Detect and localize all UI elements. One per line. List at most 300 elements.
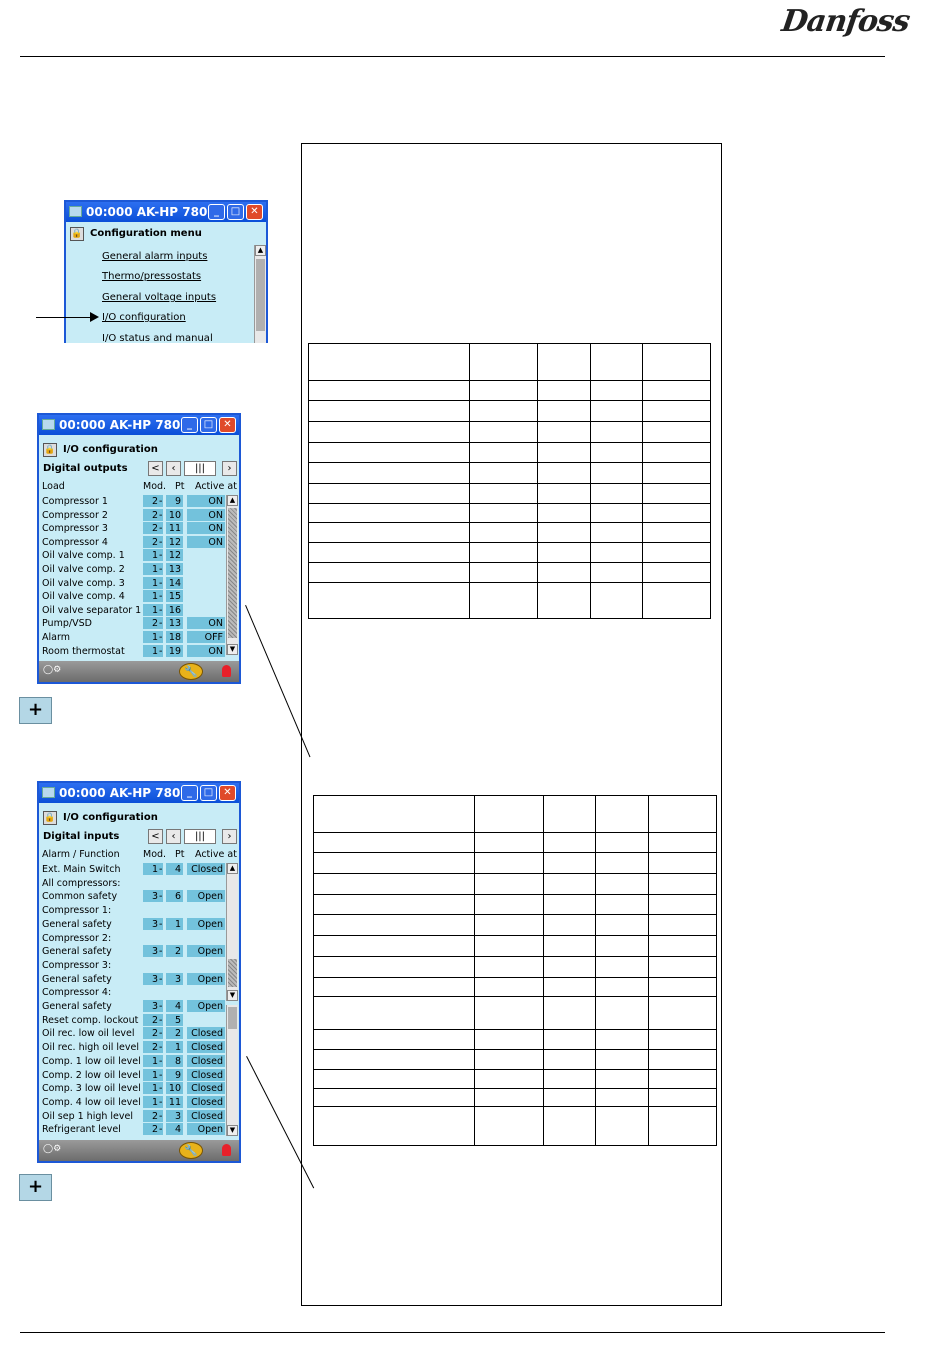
active-at-field[interactable]: Closed <box>187 1110 225 1122</box>
module-field[interactable]: 1 <box>143 1055 163 1067</box>
grid-cell <box>538 563 591 583</box>
grid-row <box>314 895 717 915</box>
grid-cell <box>591 422 643 443</box>
grid-cell <box>475 1107 543 1146</box>
row-name: Comp. 4 low oil level <box>42 1096 141 1108</box>
grid-row <box>314 1070 717 1089</box>
grid-cell <box>475 895 543 915</box>
grid-cell <box>643 484 711 504</box>
prev-page-button[interactable]: ‹ <box>166 829 181 844</box>
active-at-field[interactable]: Closed <box>187 1082 225 1094</box>
scroll-thumb[interactable] <box>228 1007 237 1029</box>
point-field[interactable]: 12 <box>166 549 183 561</box>
next-page-plus-button[interactable]: + <box>19 697 52 724</box>
scrollbar-upper[interactable] <box>226 863 238 1001</box>
grid-row <box>314 1050 717 1070</box>
grid-cell <box>648 833 716 853</box>
table-row[interactable] <box>42 1123 232 1136</box>
table-row[interactable] <box>42 863 232 876</box>
table-row[interactable] <box>42 522 232 535</box>
module-field[interactable]: 2 <box>143 536 163 548</box>
table-row[interactable] <box>42 563 232 576</box>
scroll-up-icon[interactable]: ▲ <box>227 863 238 874</box>
menu-item-thermo-pressostats[interactable]: Thermo/pressostats <box>102 271 202 282</box>
next-page-button[interactable]: › <box>222 461 237 476</box>
grid-row <box>314 957 717 978</box>
grid-cell <box>470 583 538 619</box>
module-field[interactable]: 1 <box>143 863 163 875</box>
first-page-button[interactable]: < <box>148 461 163 476</box>
table-row[interactable] <box>42 1096 232 1109</box>
row-name: Common safety <box>42 891 118 903</box>
close-button[interactable]: ✕ <box>219 417 236 433</box>
point-field[interactable]: 16 <box>166 604 183 616</box>
grid-cell <box>309 401 470 422</box>
active-at-field[interactable]: ON <box>187 536 225 548</box>
grid-row <box>314 997 717 1030</box>
table-row[interactable] <box>42 904 232 917</box>
active-at-field[interactable]: Open <box>187 890 225 902</box>
module-field[interactable]: 2 <box>143 1027 163 1039</box>
row-name: Compressor 3: <box>42 959 112 971</box>
grid-cell <box>643 401 711 422</box>
module-field[interactable]: 3 <box>143 1000 163 1012</box>
row-name: Oil valve comp. 2 <box>42 564 125 575</box>
scrollbar[interactable] <box>254 245 266 343</box>
separator: - <box>159 864 163 875</box>
separator: - <box>159 1069 163 1081</box>
grid-cell <box>470 381 538 401</box>
module-field[interactable]: 3 <box>143 945 163 957</box>
scrollbar-lower[interactable] <box>226 1005 238 1136</box>
separator: - <box>159 1110 163 1122</box>
point-field[interactable]: 1 <box>166 918 183 930</box>
grid-cell <box>643 422 711 443</box>
close-button[interactable]: ✕ <box>246 204 263 220</box>
header-label: I/O configuration <box>63 812 158 823</box>
grid-cell <box>591 543 643 563</box>
row-name: Compressor 2 <box>42 509 108 521</box>
row-name: General safety <box>42 973 112 985</box>
grid-cell <box>648 997 716 1030</box>
point-field[interactable]: 13 <box>166 617 183 629</box>
scroll-track[interactable] <box>228 508 237 638</box>
grid-cell <box>648 1050 716 1070</box>
point-field[interactable]: 12 <box>166 536 183 548</box>
screen-header <box>43 442 158 458</box>
row-name: Oil rec. low oil level <box>42 1028 135 1040</box>
separator: - <box>159 1124 163 1136</box>
grid-cell <box>595 853 648 874</box>
digital-inputs-window <box>37 781 241 1163</box>
active-at-field[interactable]: Closed <box>187 1027 225 1039</box>
module-field[interactable]: 1 <box>143 645 163 657</box>
grid-cell <box>475 853 543 874</box>
grid-cell <box>595 1089 648 1107</box>
scroll-up-icon[interactable]: ▲ <box>227 495 238 506</box>
grid-cell <box>309 563 470 583</box>
grid-cell <box>643 543 711 563</box>
point-field[interactable]: 15 <box>166 590 183 602</box>
point-field[interactable]: 4 <box>166 1123 183 1135</box>
module-field[interactable]: 3 <box>143 918 163 930</box>
active-at-field[interactable]: ON <box>187 495 225 507</box>
active-at-field[interactable]: Closed <box>187 1041 225 1053</box>
grid-cell <box>643 381 711 401</box>
grid-cell <box>309 463 470 484</box>
grid-row <box>314 936 717 957</box>
scroll-thumb[interactable] <box>256 259 265 331</box>
row-name: Oil sep 1 high level <box>42 1110 134 1122</box>
active-at-field[interactable]: Open <box>187 918 225 930</box>
module-field[interactable]: 2 <box>143 509 163 521</box>
grid-cell <box>643 583 711 619</box>
active-at-field[interactable]: Closed <box>187 863 225 875</box>
table-row[interactable] <box>42 1082 232 1095</box>
separator: - <box>159 604 163 616</box>
separator: - <box>159 891 163 903</box>
lock-icon[interactable]: 🔒 <box>44 813 56 823</box>
maximize-button[interactable]: □ <box>227 204 244 220</box>
app-icon <box>69 206 82 217</box>
separator: - <box>159 1083 163 1095</box>
separator: - <box>159 618 163 630</box>
grid-row <box>309 523 711 543</box>
active-at-field[interactable]: Closed <box>187 1069 225 1081</box>
active-at-field[interactable]: Closed <box>187 1055 225 1067</box>
point-field[interactable]: 10 <box>166 509 183 521</box>
grid-cell <box>595 997 648 1030</box>
separator: - <box>159 1055 163 1067</box>
section-title: Digital outputs <box>43 463 128 474</box>
table-row[interactable] <box>42 1110 232 1123</box>
next-page-button[interactable]: › <box>222 829 237 844</box>
grid-cell <box>314 1050 475 1070</box>
status-bar <box>39 1140 239 1161</box>
grid-cell <box>470 443 538 463</box>
network-icon[interactable]: ◯⚙ <box>43 665 62 675</box>
module-field[interactable]: 3 <box>143 890 163 902</box>
grid-cell <box>309 484 470 504</box>
module-field[interactable]: 1 <box>143 590 163 602</box>
point-field[interactable]: 11 <box>166 522 183 534</box>
table-row[interactable] <box>42 590 232 603</box>
grid-cell <box>475 957 543 978</box>
point-field[interactable]: 19 <box>166 645 183 657</box>
grid-cell <box>591 504 643 523</box>
app-icon <box>42 419 55 430</box>
row-name: Pump/VSD <box>42 618 92 630</box>
table-row[interactable] <box>42 536 232 549</box>
table-row[interactable] <box>42 604 232 617</box>
scroll-down-icon[interactable]: ▼ <box>227 990 238 1001</box>
table-row[interactable] <box>42 973 232 986</box>
scroll-down-icon[interactable]: ▼ <box>227 1125 238 1136</box>
grid-cell <box>595 833 648 853</box>
grid-cell <box>538 344 591 381</box>
point-field[interactable]: 6 <box>166 890 183 902</box>
grid-cell <box>595 978 648 997</box>
module-field[interactable]: 1 <box>143 563 163 575</box>
grid-cell <box>538 484 591 504</box>
active-at-field[interactable]: Open <box>187 1123 225 1135</box>
table-row[interactable] <box>42 1000 232 1013</box>
grid-cell <box>314 936 475 957</box>
point-field[interactable]: 8 <box>166 1055 183 1067</box>
row-name: Compressor 4: <box>42 987 112 999</box>
window-title: 00:000 AK-HP 780 <box>59 786 181 800</box>
point-field[interactable]: 9 <box>166 495 183 507</box>
table-row[interactable] <box>42 509 232 522</box>
alarm-bell-icon[interactable] <box>222 1144 231 1156</box>
pointer-arrowhead-icon <box>90 312 99 322</box>
module-field[interactable]: 2 <box>143 1110 163 1122</box>
grid-cell <box>648 1030 716 1050</box>
module-field[interactable]: 1 <box>143 1069 163 1081</box>
grid-cell <box>470 563 538 583</box>
col-header-function: Alarm / Function <box>42 849 120 860</box>
table-row[interactable] <box>42 549 232 562</box>
grid-cell <box>595 874 648 895</box>
point-field[interactable]: 4 <box>166 1000 183 1012</box>
footer-rule <box>20 1332 885 1333</box>
minimize-button[interactable]: _ <box>181 785 198 801</box>
minimize-button[interactable]: _ <box>181 417 198 433</box>
point-field[interactable]: 1 <box>166 1041 183 1053</box>
grid-row <box>309 381 711 401</box>
lock-icon[interactable]: 🔒 <box>44 445 56 455</box>
table-row[interactable] <box>42 986 232 999</box>
point-field[interactable]: 5 <box>166 1014 183 1026</box>
row-name: Compressor 1 <box>42 496 108 507</box>
grid-cell <box>543 915 595 936</box>
table-row[interactable] <box>42 1041 232 1054</box>
table-row[interactable] <box>42 1014 232 1027</box>
title-bar <box>66 202 266 222</box>
table-row[interactable] <box>42 877 232 890</box>
network-icon[interactable]: ◯⚙ <box>43 1144 62 1154</box>
pointer-arrow <box>36 317 94 318</box>
active-at-field[interactable]: Closed <box>187 1096 225 1108</box>
grid-cell <box>543 796 595 833</box>
grid-cell <box>543 1070 595 1089</box>
window-title: 00:000 AK-HP 780 <box>59 418 181 432</box>
row-name: Compressor 2: <box>42 932 112 944</box>
grid-cell <box>648 1107 716 1146</box>
window-title: 00:000 AK-HP 780 <box>86 205 208 219</box>
module-field[interactable]: 2 <box>143 522 163 534</box>
scroll-down-icon[interactable]: ▼ <box>227 644 238 655</box>
active-at-field[interactable]: Open <box>187 973 225 985</box>
table-row[interactable] <box>42 890 232 903</box>
grid-cell <box>314 957 475 978</box>
close-button[interactable]: ✕ <box>219 785 236 801</box>
grid-cell <box>475 978 543 997</box>
row-name: Compressor 4 <box>42 536 108 548</box>
menu-item-io-configuration[interactable]: I/O configuration <box>102 312 186 323</box>
point-field[interactable]: 18 <box>166 631 183 643</box>
grid-cell <box>643 344 711 381</box>
module-field[interactable]: 2 <box>143 1123 163 1135</box>
grid-row <box>309 422 711 443</box>
grid-cell <box>309 523 470 543</box>
table-row[interactable] <box>42 932 232 945</box>
point-field[interactable]: 14 <box>166 577 183 589</box>
grid-cell <box>475 1050 543 1070</box>
active-at-field[interactable]: ON <box>187 509 225 521</box>
separator: - <box>159 918 163 930</box>
row-name: Oil valve comp. 3 <box>42 577 125 589</box>
maximize-button[interactable]: □ <box>200 417 217 433</box>
grid-cell <box>595 936 648 957</box>
table-row[interactable] <box>42 1027 232 1040</box>
active-at-field[interactable]: ON <box>187 522 225 534</box>
module-field[interactable]: 1 <box>143 604 163 616</box>
active-at-field[interactable]: OFF <box>187 631 225 643</box>
grid-cell <box>648 895 716 915</box>
module-field[interactable]: 1 <box>143 631 163 643</box>
col-header-mod: Mod. <box>143 481 167 492</box>
menu-item-io-status[interactable]: I/O status and manual <box>102 333 213 343</box>
prev-page-button[interactable]: ‹ <box>166 461 181 476</box>
app-icon <box>42 787 55 798</box>
scroll-up-icon[interactable]: ▲ <box>255 245 266 256</box>
scroll-thumb[interactable] <box>228 959 237 987</box>
grid-cell <box>643 443 711 463</box>
grid-row <box>314 915 717 936</box>
active-at-field[interactable]: ON <box>187 617 225 629</box>
grid-cell <box>648 853 716 874</box>
table-row[interactable] <box>42 945 232 958</box>
point-field[interactable]: 3 <box>166 1110 183 1122</box>
maximize-button[interactable]: □ <box>200 785 217 801</box>
table-row[interactable] <box>42 645 232 658</box>
grid-cell <box>591 523 643 543</box>
alarm-bell-icon[interactable] <box>222 665 231 677</box>
grid-cell <box>309 504 470 523</box>
table-row[interactable] <box>42 577 232 590</box>
next-page-plus-button[interactable]: + <box>19 1174 52 1201</box>
row-name: Alarm <box>42 632 70 643</box>
module-field[interactable]: 2 <box>143 1014 163 1026</box>
grid-cell <box>591 381 643 401</box>
module-field[interactable]: 2 <box>143 495 163 507</box>
grid-cell <box>470 463 538 484</box>
row-name: Oil valve separator 1 <box>42 604 142 616</box>
point-field[interactable]: 13 <box>166 563 183 575</box>
grid-cell <box>475 915 543 936</box>
table-row[interactable] <box>42 1069 232 1082</box>
grid-cell <box>538 381 591 401</box>
wrench-icon[interactable]: 🔧 <box>179 1142 203 1159</box>
grid-cell <box>543 833 595 853</box>
module-field[interactable]: 1 <box>143 549 163 561</box>
grid-cell <box>309 443 470 463</box>
scrollbar[interactable] <box>226 495 238 655</box>
active-at-field[interactable]: Open <box>187 945 225 957</box>
grid-cell <box>591 583 643 619</box>
module-field[interactable]: 1 <box>143 1082 163 1094</box>
grid-cell <box>475 1030 543 1050</box>
separator: - <box>159 496 163 507</box>
grid-row <box>309 504 711 523</box>
table-row[interactable] <box>42 631 232 644</box>
grid-cell <box>470 422 538 443</box>
grid-cell <box>309 422 470 443</box>
page-indicator: ||| <box>184 461 216 476</box>
separator: - <box>159 946 163 958</box>
row-name: General safety <box>42 946 112 958</box>
grid-cell <box>591 344 643 381</box>
separator: - <box>159 645 163 657</box>
digital-outputs-window <box>37 413 241 684</box>
table-row[interactable] <box>42 918 232 931</box>
grid-cell <box>475 1089 543 1107</box>
grid-row <box>309 401 711 422</box>
grid-cell <box>595 796 648 833</box>
grid-cell <box>543 997 595 1030</box>
grid-cell <box>595 1030 648 1050</box>
row-name: Comp. 2 low oil level <box>42 1069 141 1081</box>
active-at-field[interactable]: Open <box>187 1000 225 1012</box>
point-field[interactable]: 9 <box>166 1069 183 1081</box>
grid-cell <box>314 796 475 833</box>
screen-header <box>43 810 158 826</box>
grid-cell <box>543 1050 595 1070</box>
point-field[interactable]: 4 <box>166 863 183 875</box>
grid-cell <box>543 957 595 978</box>
table-row[interactable] <box>42 495 232 508</box>
grid-cell <box>309 583 470 619</box>
module-field[interactable]: 1 <box>143 577 163 589</box>
row-name: Oil rec. high oil level <box>42 1042 140 1054</box>
grid-cell <box>543 874 595 895</box>
point-field[interactable]: 11 <box>166 1096 183 1108</box>
table-row[interactable] <box>42 617 232 630</box>
row-name: Reset comp. lockout <box>42 1014 139 1026</box>
grid-row <box>309 583 711 619</box>
menu-item-general-alarm-inputs[interactable]: General alarm inputs <box>102 251 208 262</box>
module-field[interactable]: 1 <box>143 1096 163 1108</box>
point-field[interactable]: 10 <box>166 1082 183 1094</box>
table-row[interactable] <box>42 1055 232 1068</box>
grid-row <box>309 463 711 484</box>
lock-icon[interactable]: 🔒 <box>71 229 83 239</box>
minimize-button[interactable]: _ <box>208 204 225 220</box>
grid-cell <box>475 997 543 1030</box>
point-field[interactable]: 2 <box>166 945 183 957</box>
header-rule <box>20 56 885 57</box>
grid-cell <box>314 997 475 1030</box>
table-row[interactable] <box>42 959 232 972</box>
module-field[interactable]: 2 <box>143 617 163 629</box>
active-at-field[interactable]: ON <box>187 645 225 657</box>
wrench-icon[interactable]: 🔧 <box>179 663 203 680</box>
menu-item-general-voltage-inputs[interactable]: General voltage inputs <box>102 292 217 303</box>
grid-cell <box>538 443 591 463</box>
grid-cell <box>595 1050 648 1070</box>
module-field[interactable]: 2 <box>143 1041 163 1053</box>
separator: - <box>159 550 163 562</box>
row-name: All compressors: <box>42 877 121 889</box>
point-field[interactable]: 2 <box>166 1027 183 1039</box>
first-page-button[interactable]: < <box>148 829 163 844</box>
separator: - <box>159 536 163 548</box>
module-field[interactable]: 3 <box>143 973 163 985</box>
separator: - <box>159 1028 163 1040</box>
point-field[interactable]: 3 <box>166 973 183 985</box>
grid-cell <box>314 1089 475 1107</box>
